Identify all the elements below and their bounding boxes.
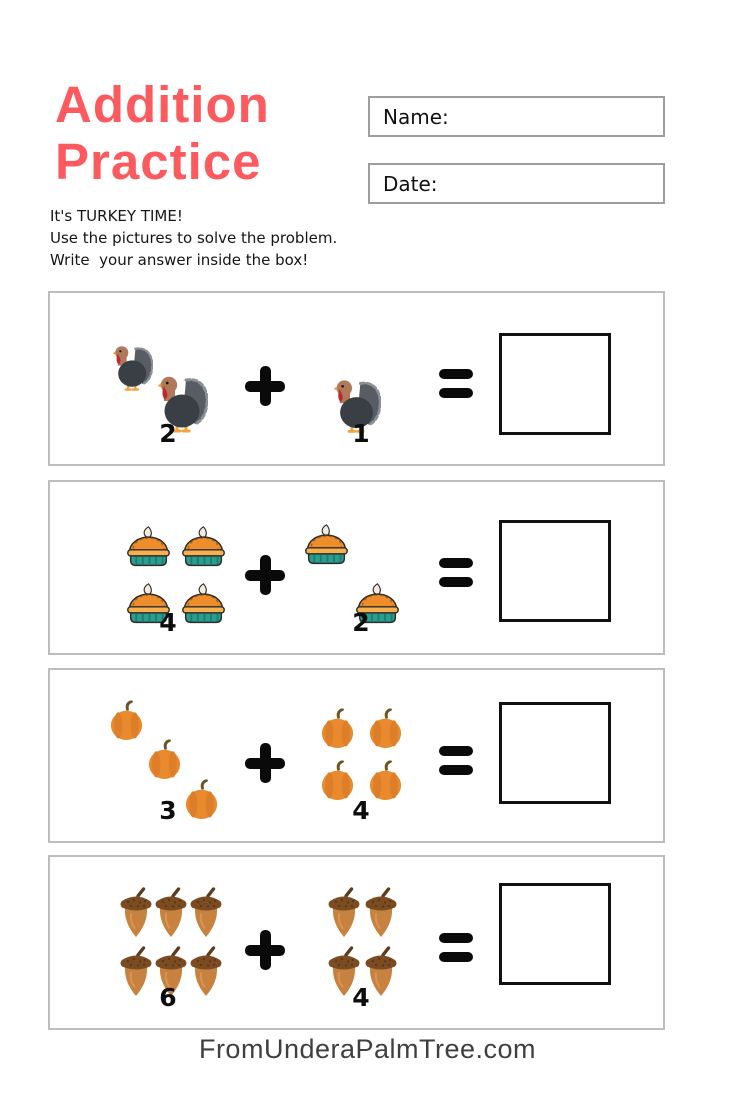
pumpkin-icon — [367, 708, 404, 750]
name-label: Name: — [383, 104, 449, 129]
instructions — [50, 206, 337, 271]
acorn-icon — [189, 946, 223, 1002]
page-title — [55, 76, 270, 190]
pumpkin-icon — [146, 739, 183, 781]
addend-2-count: 4 — [352, 796, 370, 825]
acorn-icon — [119, 946, 153, 1002]
problem-row-acorns — [48, 855, 665, 1030]
date-field[interactable] — [368, 163, 665, 204]
acorn-icon — [119, 887, 153, 943]
plus-icon — [245, 366, 285, 406]
name-field[interactable] — [368, 96, 665, 137]
page-title-line2: Practice — [55, 133, 262, 191]
date-label: Date: — [383, 171, 438, 196]
addend-1-count: 2 — [159, 419, 177, 448]
addend-2-count: 1 — [352, 419, 370, 448]
answer-box[interactable] — [499, 520, 611, 622]
website-footer: FromUnderaPalmTree.com — [198, 1034, 537, 1064]
pumpkin-icon — [367, 760, 404, 802]
addend-1-count: 6 — [159, 983, 177, 1012]
pumpkin-icon — [183, 779, 220, 821]
problem-row-pies — [48, 480, 665, 655]
answer-box[interactable] — [499, 702, 611, 804]
acorn-icon — [189, 887, 223, 943]
addend-1-count: 4 — [159, 608, 177, 637]
equals-icon — [439, 746, 473, 775]
acorn-icon — [154, 887, 188, 943]
equals-icon — [439, 933, 473, 962]
equals-icon — [439, 369, 473, 398]
acorn-icon — [364, 887, 398, 943]
pumpkin-icon — [108, 700, 145, 742]
turkey-icon — [113, 341, 153, 395]
answer-box[interactable] — [499, 333, 611, 435]
equals-icon — [439, 558, 473, 587]
plus-icon — [245, 743, 285, 783]
pumpkin-icon — [319, 760, 356, 802]
pie-icon — [180, 582, 227, 627]
addend-2-count: 2 — [352, 608, 370, 637]
acorn-icon — [327, 887, 361, 943]
instructions-line1: It's TURKEY TIME! — [50, 207, 183, 225]
pie-icon — [303, 523, 350, 568]
plus-icon — [245, 930, 285, 970]
addend-2-count: 4 — [352, 983, 370, 1012]
pie-icon — [125, 525, 172, 570]
pie-icon — [180, 525, 227, 570]
problem-row-turkeys — [48, 291, 665, 466]
answer-box[interactable] — [499, 883, 611, 985]
page-title-line1: Addition — [55, 76, 270, 133]
plus-icon — [245, 555, 285, 595]
instructions-line3: Write your answer inside the box! — [50, 250, 309, 269]
addend-1-count: 3 — [159, 796, 177, 825]
instructions-line2: Use the pictures to solve the problem. — [50, 228, 338, 247]
pumpkin-icon — [319, 708, 356, 750]
problem-row-pumpkins — [48, 668, 665, 843]
